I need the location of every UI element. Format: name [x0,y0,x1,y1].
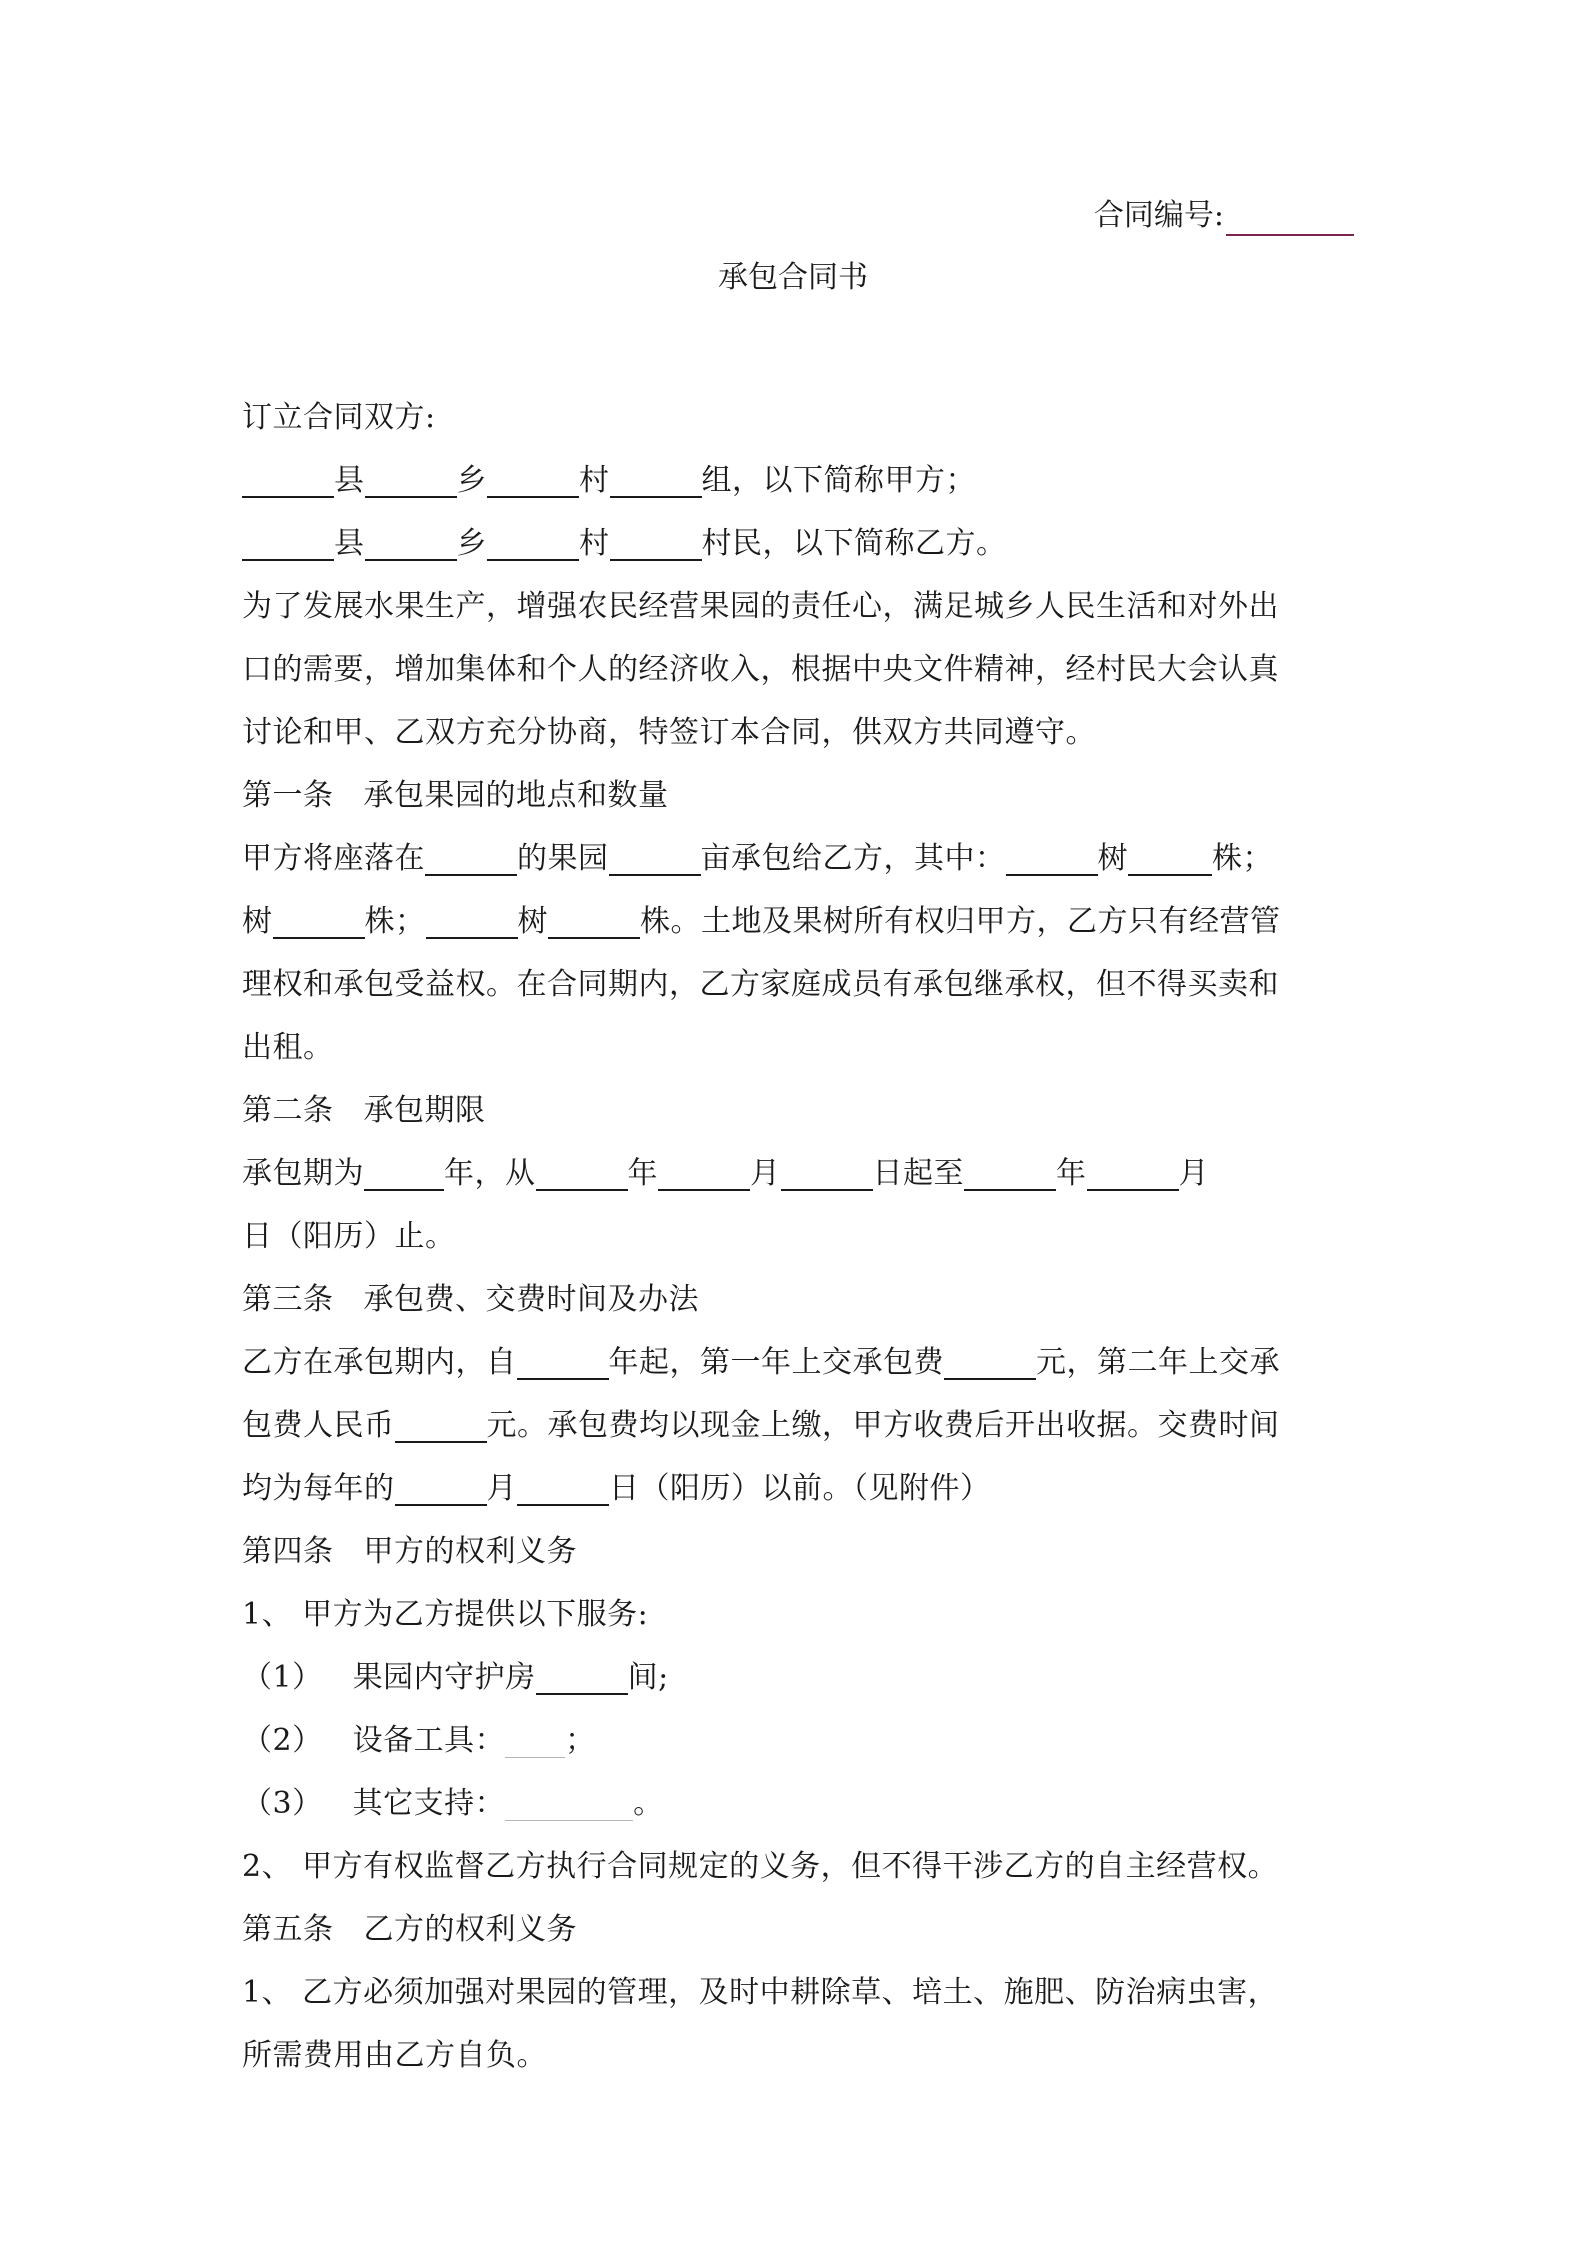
blank-field[interactable] [487,466,579,498]
party-b-line [242,512,1350,575]
blank-field[interactable] [517,1474,609,1506]
article1-line [242,827,1350,890]
article2-heading [242,1079,1350,1142]
text: 年起，第一年上交承包费 [608,1345,944,1380]
article1-line: 出租。 [242,1030,334,1065]
article-title: 承包费、交费时间及办法 [363,1282,699,1317]
subitem-number: （3） [242,1786,323,1821]
text: 均为每年的 [242,1471,395,1506]
intro-line: 讨论和甲、乙双方充分协商，特签订本合同，供双方共同遵守。 [242,715,1096,750]
text-suffix: 村民，以下简称乙方。 [701,526,1007,561]
blank-field[interactable] [426,907,518,939]
document-body [242,386,1350,2087]
text: 树 [517,904,548,939]
blank-field[interactable] [658,1159,750,1191]
contract-number [1094,196,1354,236]
blank-field[interactable] [1128,844,1212,876]
article-number: 第五条 [242,1912,334,1947]
subitem-number: （1） [242,1660,323,1695]
article5-heading [242,1898,1350,1961]
blank-field[interactable] [609,844,701,876]
blank-field[interactable] [536,1663,628,1695]
contract-number-label: 合同编号: [1093,198,1224,233]
text: 年，从 [444,1156,536,1191]
parties-heading: 订立合同双方: [242,400,436,435]
text: 间; [627,1660,669,1695]
text: 元，第二年上交承 [1036,1345,1280,1380]
intro-line: 为了发展水果生产，增强农民经营果园的责任心，满足城乡人民生活和对外出 [242,589,1279,624]
text: 。 [633,1786,664,1821]
text-suffix: 组，以下简称甲方； [701,463,976,498]
article3-line [242,1394,1350,1457]
text-county: 县 [334,463,365,498]
blank-field[interactable] [364,1159,444,1191]
text: 承包期为 [242,1156,364,1191]
blank-field[interactable] [365,466,457,498]
text-county: 县 [334,526,365,561]
blank-field[interactable] [505,1792,633,1821]
text: 的果园 [517,841,609,876]
blank-field[interactable] [505,1729,565,1758]
blank-field[interactable] [395,1474,487,1506]
text-village: 村 [579,526,610,561]
blank-field[interactable] [610,529,702,561]
text: 元。承包费均以现金上缴，甲方收费后开出收据。交费时间 [486,1408,1280,1443]
blank-field[interactable] [425,844,517,876]
text: 株； [364,904,426,939]
article4-subitem [242,1772,1350,1835]
blank-field[interactable] [1006,844,1098,876]
text: 其它支持： [352,1786,506,1821]
article-title: 甲方的权利义务 [363,1534,577,1569]
text: 年 [1056,1156,1087,1191]
blank-field[interactable] [365,529,457,561]
text: 月 [486,1471,517,1506]
article-title: 承包果园的地点和数量 [363,778,669,813]
party-a-line [242,449,1350,512]
blank-field[interactable] [1087,1159,1179,1191]
blank-field[interactable] [781,1159,873,1191]
text: 树 [242,904,273,939]
text: 日（阳历）以前。（见附件） [609,1471,991,1506]
article3-line [242,1331,1350,1394]
article1-line: 理权和承包受益权。在合同期内，乙方家庭成员有承包继承权，但不得买卖和 [242,967,1279,1002]
article-title: 承包期限 [363,1093,486,1128]
article4-heading [242,1520,1350,1583]
blank-field[interactable] [487,529,579,561]
document-title: 承包合同书 [718,260,868,295]
text: 树 [1097,841,1128,876]
article4-subitem [242,1646,1350,1709]
blank-field[interactable] [536,1159,628,1191]
text: 月 [750,1156,781,1191]
intro-line: 口的需要，增加集体和个人的经济收入，根据中央文件精神，经村民大会认真 [242,652,1279,687]
subitem-number: （2） [242,1723,323,1758]
article1-heading [242,764,1350,827]
text: 日起至 [872,1156,964,1191]
article2-line: 日（阳历）止。 [242,1219,456,1254]
article-number: 第四条 [242,1534,334,1569]
text-township: 乡 [456,463,487,498]
article4-subitem [242,1709,1350,1772]
article1-line [242,890,1350,953]
article4-item: 2、 甲方有权监督乙方执行合同规定的义务，但不得干涉乙方的自主经营权。 [242,1849,1279,1884]
blank-field[interactable] [964,1159,1056,1191]
article2-line [242,1142,1350,1205]
blank-field[interactable] [242,466,334,498]
blank-field[interactable] [944,1348,1036,1380]
article-number: 第二条 [242,1093,334,1128]
text: 包费人民币 [242,1408,395,1443]
article-number: 第三条 [242,1282,334,1317]
text: 甲方将座落在 [242,841,425,876]
article5-item: 1、 乙方必须加强对果园的管理，及时中耕除草、培土、施肥、防治病虫害， [242,1975,1279,2010]
text: 月 [1178,1156,1209,1191]
blank-field[interactable] [242,529,334,561]
blank-field[interactable] [395,1411,487,1443]
article5-item: 所需费用由乙方自负。 [242,2038,547,2073]
text: 设备工具： [352,1723,506,1758]
blank-field[interactable] [517,1348,609,1380]
text: 果园内守护房 [352,1660,536,1695]
text: 年 [627,1156,658,1191]
text: ； [565,1723,596,1758]
text: 乙方在承包期内，自 [242,1345,517,1380]
article3-line [242,1457,1350,1520]
blank-field[interactable] [548,907,640,939]
article4-item: 1、 甲方为乙方提供以下服务: [242,1597,649,1632]
text: 株； [1212,841,1273,876]
article3-heading [242,1268,1350,1331]
text-township: 乡 [456,526,487,561]
contract-number-blank[interactable] [1226,204,1354,236]
text: 亩承包给乙方，其中： [700,841,1006,876]
article-title: 乙方的权利义务 [363,1912,577,1947]
text: 株。土地及果树所有权归甲方，乙方只有经营管 [640,904,1281,939]
blank-field[interactable] [273,907,365,939]
text-village: 村 [579,463,610,498]
blank-field[interactable] [610,466,702,498]
article-number: 第一条 [242,778,334,813]
